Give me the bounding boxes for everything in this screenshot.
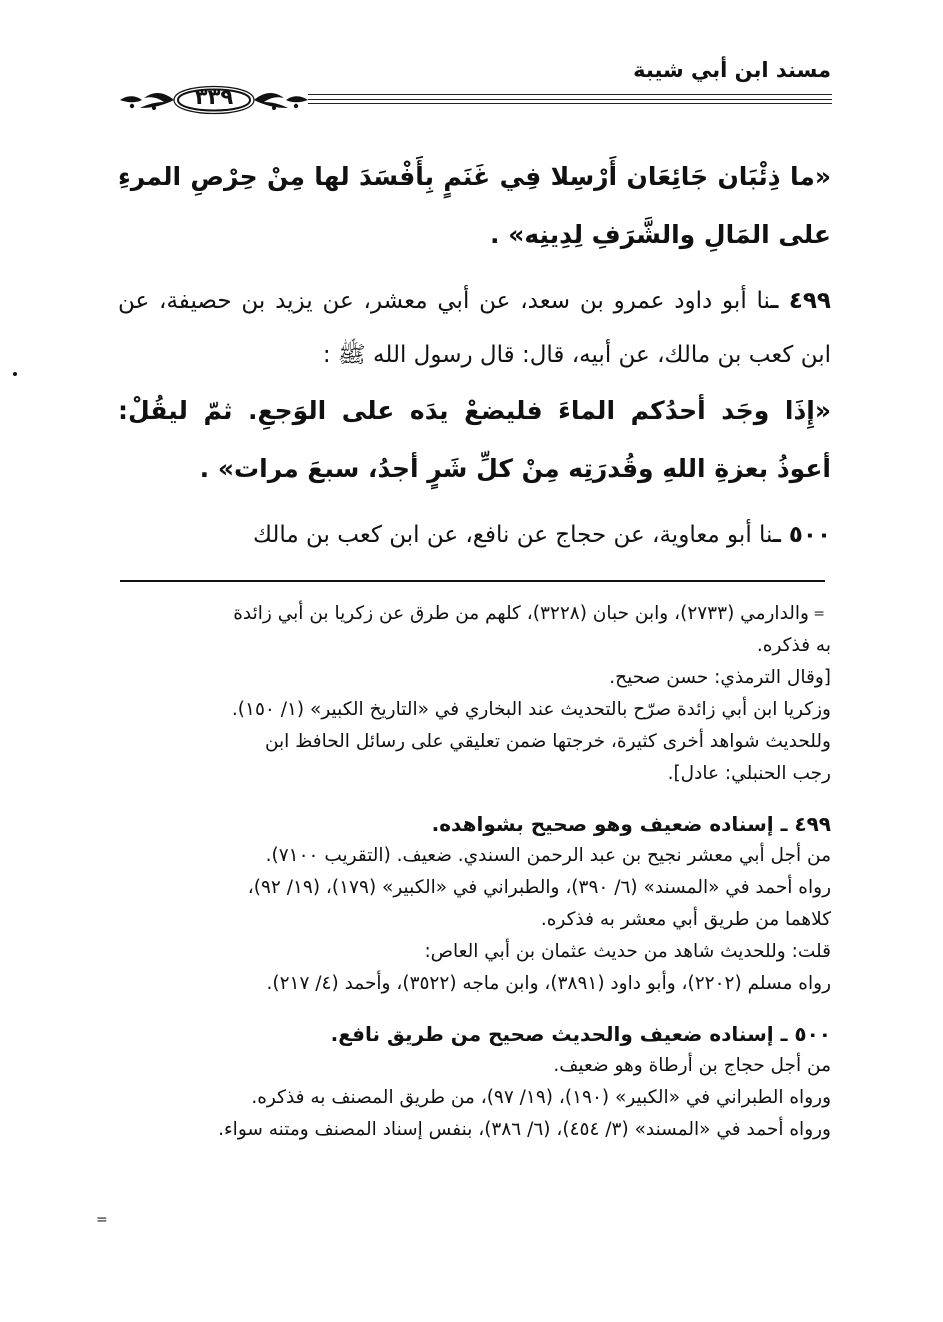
footnote-line: قلت: وللحديث شاهد من حديث عثمان بن أبي العاص: [424,941,831,962]
header-rule [308,94,832,95]
footnote-line: رجب الحنبلي: عادل]. [667,763,831,784]
footnote-line: وزكريا ابن أبي زائدة صرّح بالتحديث عند البخاري في «التاريخ الكبير» (١/ ١٥٠). [231,699,831,720]
footnote-line: والدارمي (٢٧٣٣)، وابن حبان (٣٢٢٨)، كلهم من طرق عن زكريا بن أبي زائدة [233,603,809,624]
chain-text: نا أبو معاوية، عن حجاج عن نافع، عن ابن كعب بن مالك [253,522,773,548]
hadith-chain-500 [118,508,831,562]
footnote-line: وللحديث شواهد أخرى كثيرة، خرجتها ضمن تعليقي على رسائل الحافظ ابن [264,731,831,752]
footnote-line: كلاهما من طريق أبي معشر به فذكره. [540,909,831,930]
footnote-divider [120,580,825,582]
footnote-line: من أجل حجاج بن أرطاة وهو ضعيف. [553,1055,831,1076]
continued-mark: = [813,606,825,622]
footnote-line: رواه مسلم (٢٢٠٢)، وأبو داود (٣٨٩١)، وابن ماجه (٣٥٢٢)، وأحمد (٤/ ٢١٧). [266,973,831,994]
footnote-line: ورواه أحمد في «المسند» (٣/ ٤٥٤)، (٦/ ٣٨٦)، بنفس إسناد المصنف ومتنه سواء. [218,1119,831,1140]
footnote-heading-499: ٤٩٩ ـ إسناده ضعيف وهو صحيح بشواهده. [431,812,831,836]
hadith-number: ٥٠٠ ـ [773,522,831,548]
footnote-line: به فذكره. [756,635,831,656]
footnote-line: من أجل أبي معشر نجيح بن عبد الرحمن السندي. ضعيف. (التقريب ٧١٠٠). [265,845,831,866]
footnote-line: ورواه الطبراني في «الكبير» (١٩٠)، (١٩/ ٩٧)، من طريق المصنف به فذكره. [251,1087,831,1108]
continued-mark: = [96,1212,108,1228]
footnotes [118,598,831,1146]
page-number: ٣٣٩ [194,85,234,109]
footnote-heading-500: ٥٠٠ ـ إسناده ضعيف والحديث صحيح من طريق نافع. [330,1022,831,1046]
header-rule [308,99,832,100]
footnote-line: [وقال الترمذي: حسن صحيح. [609,667,831,688]
running-head-title: مسند ابن أبي شيبة [633,58,831,82]
hadith-text: «ما ذِئْبَان جَائِعَان أَرْسِلا فِي غَنَمٍ بِأَفْسَدَ لها مِنْ حِرْصِ المرءِ على المَالِ والشَّرَفِ لِدِينِه» . [118,162,831,249]
hadith-text: «إِذَا وجَد أحدُكم الماءَ فليضعْ يدَه على الوَجعِ. ثمّ ليقُلْ: أعوذُ بعزةِ اللهِ وقُدرَتِه مِنْ كلِّ شَرٍ أجدُ، سبعَ مرات» . [118,396,831,483]
stray-mark [13,372,17,376]
hadith-chain-499 [118,274,831,382]
chain-text: نا أبو داود عمرو بن سعد، عن أبي معشر، عن يزيد بن حصيفة، عن ابن كعب بن مالك، عن أبيه، قال: قال رسول الله ﷺ : [118,288,831,368]
footnote-line: رواه أحمد في «المسند» (٦/ ٣٩٠)، والطبراني في «الكبير» (١٧٩)، (١٩/ ٩٢)، [247,877,831,898]
header-rule [308,103,832,104]
hadith-number: ٤٩٩ ـ [770,288,831,314]
main-text [118,148,831,562]
